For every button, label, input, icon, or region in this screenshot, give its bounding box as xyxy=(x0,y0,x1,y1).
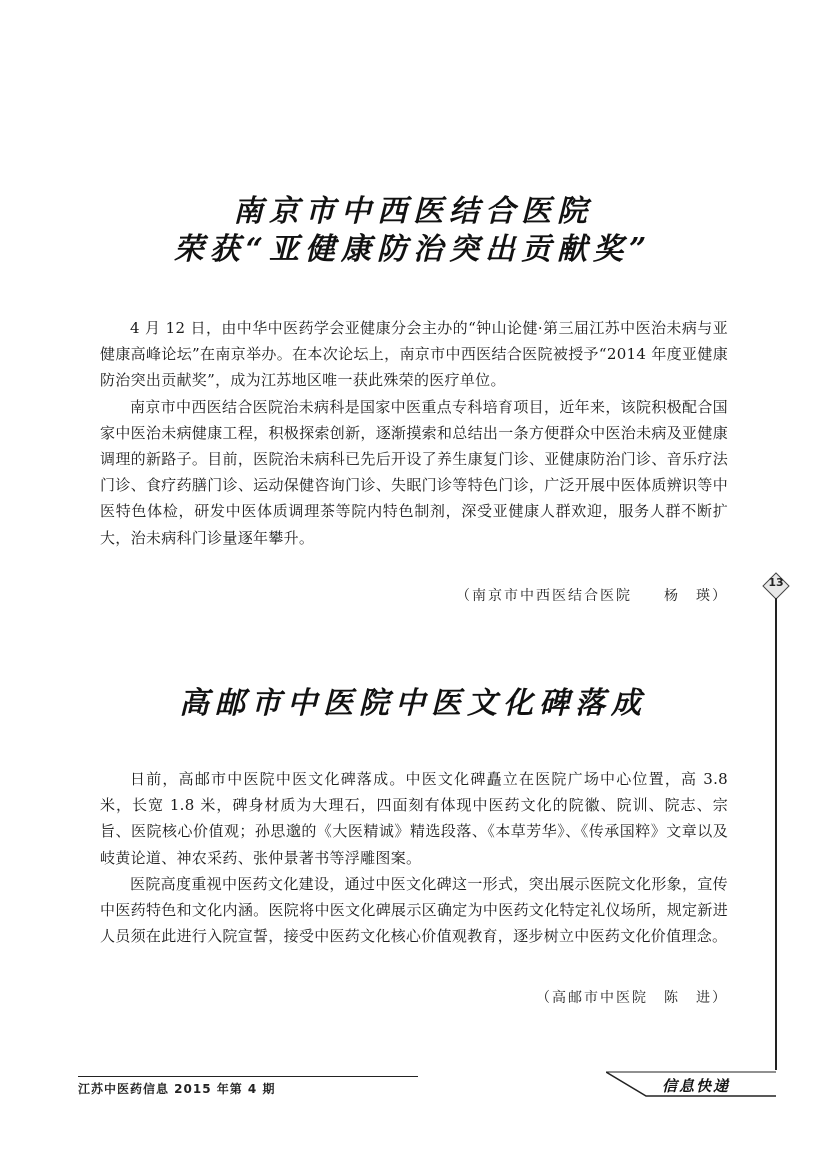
footer-section: 信息快递 xyxy=(662,1077,731,1095)
article1-byline: （南京市中西医结合医院 杨 瑛） xyxy=(456,588,728,604)
page-number: 13 xyxy=(768,576,784,589)
article2-title: 高邮市中医院中医文化碑落成 xyxy=(179,686,647,721)
article1-body xyxy=(100,315,728,551)
article2-body xyxy=(100,766,728,949)
footer-rule xyxy=(78,1076,418,1077)
article2-paragraph-2: 医院高度重视中医药文化建设，通过中医文化碑这一形式，突出展示医院文化形象，宣传中医药特色和文化内涵。医院将中医文化碑展示区确定为中医药文化特定礼仪场所，规定新进人员须在此进行入院宣誓，接受中医药文化核心价值观教育，逐步树立中医药文化价值理念。 xyxy=(100,874,728,946)
article1-paragraph-1: 4 月 12 日，由中华中医药学会亚健康分会主办的“钟山论健·第三届江苏中医治未病与亚健康高峰论坛”在南京举办。在本次论坛上，南京市中西医结合医院被授予“2014 年度亚健康防治突出贡献奖”，成为江苏地区唯一获此殊荣的医疗单位。 xyxy=(100,319,728,390)
article2-byline: （高邮市中医院 陈 进） xyxy=(536,990,728,1006)
article1-title-line1: 南京市中西医结合医院 xyxy=(233,194,593,229)
article1-title-line2: 荣获“亚健康防治突出贡献奖” xyxy=(173,232,653,267)
article2-paragraph-1: 日前，高邮市中医院中医文化碑落成。中医文化碑矗立在医院广场中心位置，高 3.8 米，长宽 1.8 米，碑身材质为大理石，四面刻有体现中医药文化的院徽、院训、院志、宗旨、医院核心价值观；孙思邈的《大医精诚》精选段落、《本草芳华》、《传承国粹》文章以及岐黄论道、神农采药、张仲景著书等浮雕图案。 xyxy=(100,770,728,867)
article1-paragraph-2: 南京市中西医结合医院治未病科是国家中医重点专科培育项目，近年来，该院积极配合国家中医治未病健康工程，积极探索创新，逐渐摸索和总结出一条方便群众中医治未病及亚健康调理的新路子。目前，医院治未病科已先后开设了养生康复门诊、亚健康防治门诊、音乐疗法门诊、食疗药膳门诊、运动保健咨询门诊、失眠门诊等特色门诊，广泛开展中医体质辨识等中医特色体检，研发中医体质调理茶等院内特色制剂，深受亚健康人群欢迎，服务人群不断扩大，治未病科门诊量逐年攀升。 xyxy=(100,397,728,547)
margin-rule xyxy=(775,598,777,1070)
footer-journal: 江苏中医药信息 2015 年第 4 期 xyxy=(78,1082,276,1096)
